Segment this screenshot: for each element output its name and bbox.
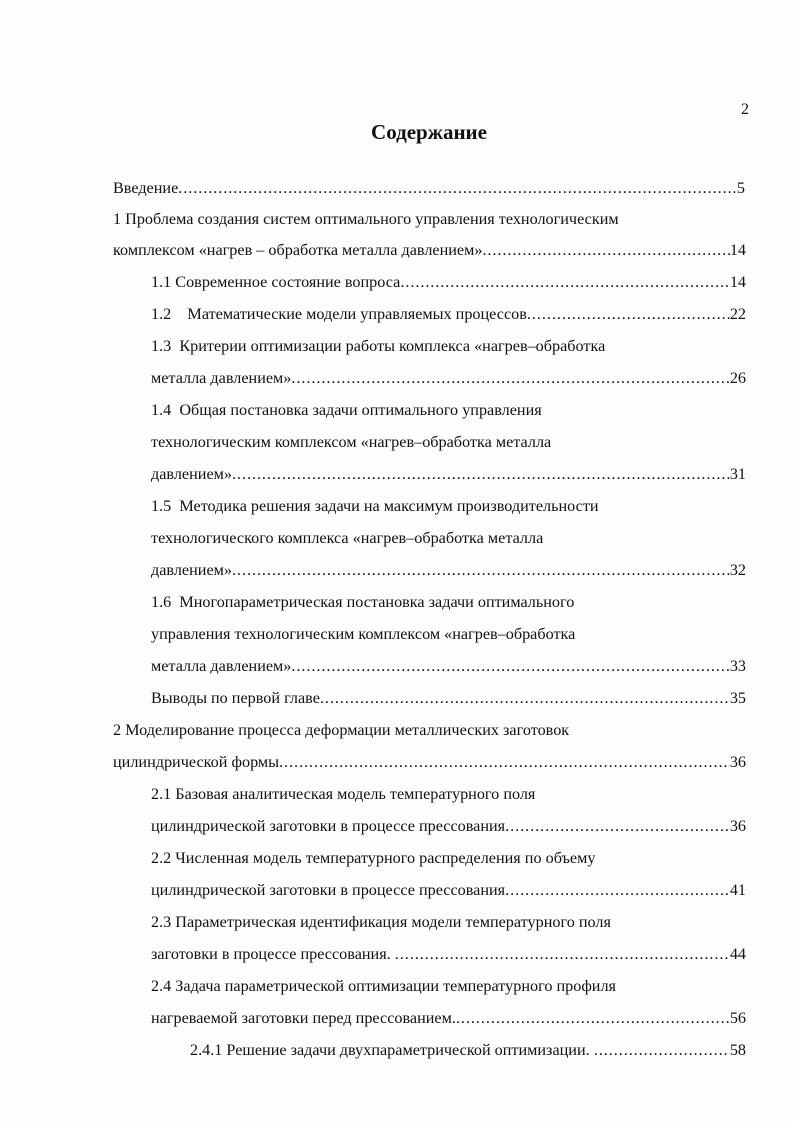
toc-entry-page: 32 (729, 561, 746, 579)
toc-entry (113, 207, 753, 231)
toc-entry-text: 1.1 Современное состояние вопроса (151, 273, 401, 291)
leader-dots (594, 1038, 730, 1062)
toc-entry (151, 686, 746, 710)
leader-dots (456, 1006, 730, 1030)
toc-entry-text: 2.1 Базовая аналитическая модель температурного поля (151, 785, 536, 803)
toc-entry-text: 1.5 Методика решения задачи на максимум производительности (151, 497, 599, 515)
leader-dots (178, 176, 737, 200)
toc-entry-text: технологическим комплексом «нагрев–обработка металла (151, 433, 552, 451)
toc-entry-text: металла давлением» (151, 657, 292, 675)
leader-dots (279, 750, 730, 774)
toc-entry (151, 526, 746, 550)
toc-entry-text: 2.2 Численная модель температурного распределения по объему (151, 849, 596, 867)
toc-entry-text: цилиндрической заготовки в процессе прессования (151, 817, 506, 835)
toc-entry-page: 26 (729, 369, 746, 387)
toc-entry (151, 654, 746, 678)
toc-entry (113, 750, 746, 774)
toc-entry (151, 974, 746, 998)
toc-entry (151, 942, 746, 966)
toc-entry-page: 36 (729, 817, 746, 835)
leader-dots (320, 686, 730, 710)
toc-entry-text: давлением» (151, 561, 232, 579)
toc-entry-text: нагреваемой заготовки перед прессованием. (151, 1009, 456, 1027)
toc-entry-text: комплексом «нагрев – обработка металла давлением» (113, 241, 483, 259)
toc-entry (151, 878, 746, 902)
toc-entry (113, 238, 746, 262)
toc-entry (151, 814, 746, 838)
toc-entry-page: 58 (729, 1041, 746, 1059)
leader-dots (291, 654, 729, 678)
toc-entry-text: цилиндрической формы (113, 753, 280, 771)
toc-entry (151, 302, 746, 326)
leader-dots (505, 814, 730, 838)
toc-entry-text: 1.3 Критерии оптимизации работы комплекса «нагрев–обработка (151, 337, 606, 355)
toc-entry-text: 1.4 Общая постановка задачи оптимального управления (151, 401, 542, 419)
leader-dots (400, 270, 729, 294)
toc-entry (151, 782, 746, 806)
toc-entry (151, 430, 746, 454)
leader-dots (395, 942, 730, 966)
toc-entry-page: 33 (729, 657, 746, 675)
toc-entry (190, 1038, 746, 1062)
leader-dots (291, 366, 729, 390)
leader-dots (232, 462, 730, 486)
toc-entry (151, 398, 746, 422)
toc-entry-text: 1.6 Многопараметрическая постановка задачи оптимального (151, 593, 575, 611)
toc-entry (113, 176, 745, 200)
leader-dots (232, 558, 730, 582)
toc-entry-page: 31 (729, 465, 746, 483)
toc-entry (151, 270, 746, 294)
toc-entry-page: 36 (729, 753, 746, 771)
toc-entry (151, 622, 746, 646)
toc-entry-page: 14 (729, 273, 746, 291)
toc-entry-page: 22 (729, 305, 746, 323)
toc-entry (151, 910, 746, 934)
page-title: Содержание (371, 120, 487, 144)
toc-entry (151, 558, 746, 582)
toc-entry-text: управления технологическим комплексом «нагрев–обработка (151, 625, 576, 643)
toc-entry-text: Выводы по первой главе (151, 689, 320, 707)
toc-entry-text: металла давлением» (151, 369, 292, 387)
toc-entry (151, 366, 746, 390)
leader-dots (505, 878, 730, 902)
toc-entry (151, 494, 746, 518)
toc-entry (151, 1006, 746, 1030)
toc-entry-page: 14 (729, 241, 746, 259)
leader-dots (527, 302, 730, 326)
toc-entry-page: 41 (729, 881, 746, 899)
toc-entry-text: 2 Моделирование процесса деформации металлических заготовок (113, 721, 570, 739)
toc-entry-page: 35 (729, 689, 746, 707)
toc-entry-text: технологического комплекса «нагрев–обработка металла (151, 529, 544, 547)
toc-entry-text: 2.4 Задача параметрической оптимизации температурного профиля (151, 977, 616, 995)
toc-entry-text: Введение (113, 179, 179, 197)
toc-entry (151, 590, 746, 614)
toc-entry-text: заготовки в процессе прессования. (151, 945, 395, 963)
toc-entry-text: давлением» (151, 465, 232, 483)
toc-entry-page: 56 (729, 1009, 746, 1027)
toc-entry (113, 718, 746, 742)
toc-entry-text: 1 Проблема создания систем оптимального управления технологическим (113, 210, 619, 228)
toc-entry (151, 462, 746, 486)
leader-dots (482, 238, 729, 262)
toc-entry-page: 44 (729, 945, 746, 963)
toc-entry-text: 1.2 Математические модели управляемых процессов (151, 305, 527, 323)
toc-entry (151, 334, 746, 358)
toc-entry (151, 846, 746, 870)
page-number: 2 (741, 101, 749, 118)
toc-entry-page: 5 (736, 179, 745, 197)
toc-entry-text: 2.4.1 Решение задачи двухпараметрической оптимизации. (190, 1041, 594, 1059)
toc-entry-text: цилиндрической заготовки в процессе прессования (151, 881, 506, 899)
toc-entry-text: 2.3 Параметрическая идентификация модели температурного поля (151, 913, 611, 931)
